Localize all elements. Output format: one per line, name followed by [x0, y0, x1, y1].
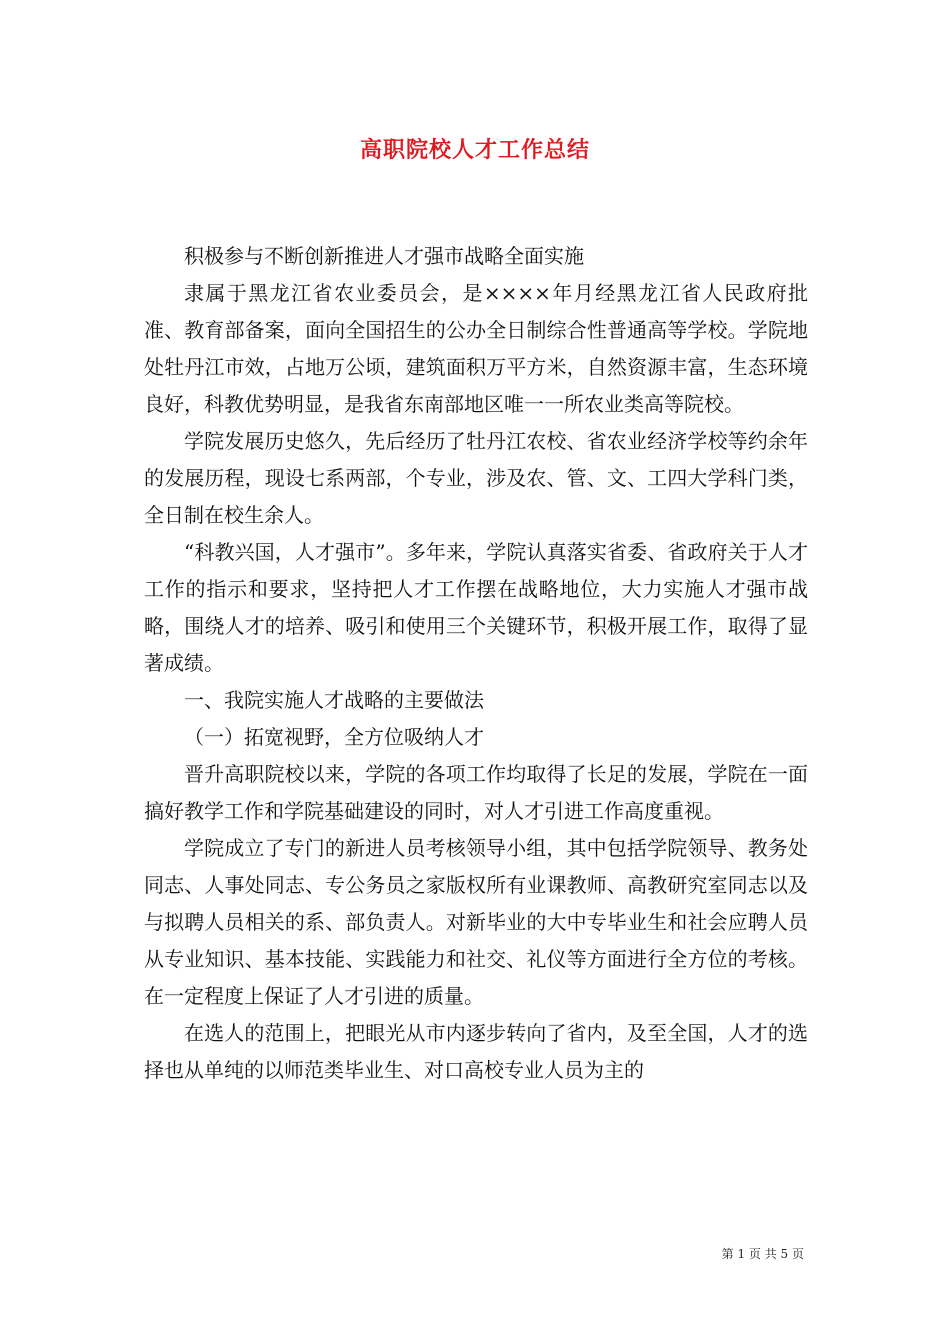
paragraph-7: 在选人的范围上，把眼光从市内逐步转向了省内，及至全国，人才的选择也从单纯的以师范类毕业生、对口高校专业人员为主的 — [144, 1021, 808, 1082]
section-heading-1: 一、我院实施人才战略的主要做法 — [184, 688, 484, 712]
page-number-footer: 第 1 页 共 5 页 — [721, 1247, 804, 1261]
paragraph-4: “科教兴国，人才强市”。多年来，学院认真落实省委、省政府关于人才工作的指示和要求，坚持把人才工作摆在战略地位，大力实施人才强市战略，围绕人才的培养、吸引和使用三个关键环节，积极开展工作，取得了显著成绩。 — [144, 540, 808, 675]
paragraph-5: 晋升高职院校以来，学院的各项工作均取得了长足的发展，学院在一面搞好教学工作和学院基础建设的同时，对人才引进工作高度重视。 — [144, 762, 808, 823]
document-body — [144, 238, 808, 1089]
paragraph-3: 学院发展历史悠久，先后经历了牡丹江农校、省农业经济学校等约余年的发展历程，现设七系两部，个专业，涉及农、管、文、工四大学科门类，全日制在校生余人。 — [144, 429, 808, 527]
paragraph-6: 学院成立了专门的新进人员考核领导小组，其中包括学院领导、教务处同志、人事处同志、专公务员之家版权所有业课教师、高教研究室同志以及与拟聘人员相关的系、部负责人。对新毕业的大中专毕业生和社会应聘人员从专业知识、基本技能、实践能力和社交、礼仪等方面进行全方位的考核。在一定程度上保证了人才引进的质量。 — [144, 836, 808, 1008]
document-title: 高职院校人才工作总结 — [359, 137, 590, 163]
paragraph-1: 积极参与不断创新推进人才强市战略全面实施 — [184, 244, 584, 268]
subsection-heading-1: （一）拓宽视野，全方位吸纳人才 — [184, 725, 484, 749]
paragraph-2: 隶属于黑龙江省农业委员会，是××××年月经黑龙江省人民政府批准、教育部备案，面向全国招生的公办全日制综合性普通高等学校。学院地处牡丹江市效，占地万公顷，建筑面积万平方米，自然资源丰富，生态环境良好，科教优势明显，是我省东南部地区唯一一所农业类高等院校。 — [144, 281, 808, 416]
